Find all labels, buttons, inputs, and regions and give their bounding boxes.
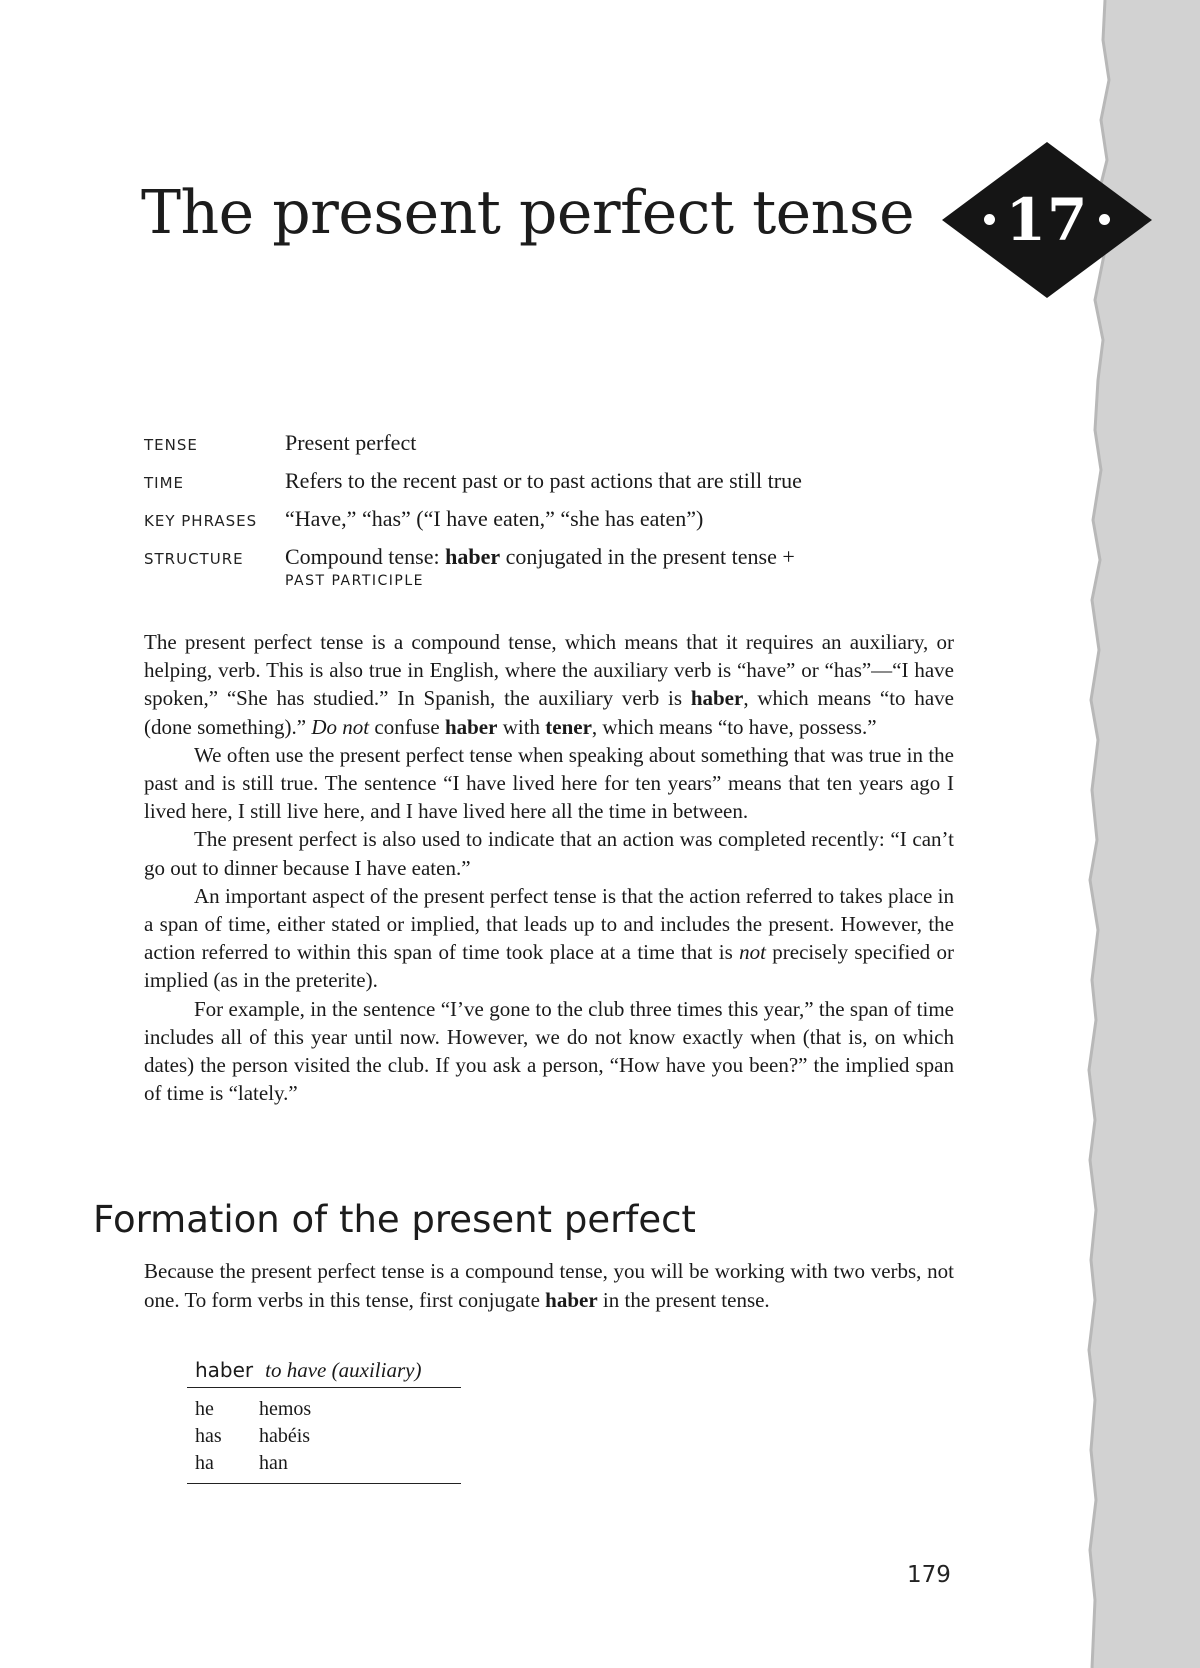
text-run: Because the present perfect tense is a compound tense, you will be working with two verbs, not one. To form verbs in this tense, first conjugate xyxy=(144,1259,954,1312)
singular-form: ha xyxy=(195,1452,214,1474)
summary-label: STRUCTURE xyxy=(144,550,244,568)
chapter-number: 17 xyxy=(1005,186,1089,254)
summary-row-tense xyxy=(144,430,944,456)
summary-row-structure xyxy=(144,544,944,592)
structure-text: Compound tense: xyxy=(285,544,446,569)
structure-past-participle: PAST PARTICIPLE xyxy=(285,573,425,589)
summary-value xyxy=(285,544,795,592)
conjugation-gloss: to have (auxiliary) xyxy=(265,1358,422,1382)
chapter-title: The present perfect tense xyxy=(141,178,915,248)
bold-term: haber xyxy=(545,1287,598,1312)
text-run: precisely specified or implied (as in the preterite). xyxy=(144,940,954,993)
paragraph xyxy=(144,628,954,741)
summary-row-time xyxy=(144,468,944,494)
text-run: , which means “to have (done something).” xyxy=(144,686,954,739)
text-run: , which means “to have, possess.” xyxy=(591,714,877,739)
summary-value: “Have,” “has” (“I have eaten,” “she has eaten”) xyxy=(285,506,704,531)
singular-form: he xyxy=(195,1398,214,1420)
singular-form: has xyxy=(195,1425,222,1447)
text-run: The present perfect tense is a compound tense, which means that it requires an auxiliary, or helping, verb. This is also true in English, where the auxiliary verb is “have” or “has”—“I have spoken,” “She has studied.” In Spanish, the auxiliary verb is xyxy=(144,630,954,711)
structure-verb: haber xyxy=(445,544,501,569)
conjugation-row xyxy=(195,1396,461,1423)
body-text xyxy=(144,628,954,1107)
conjugation-verb: haber xyxy=(195,1358,254,1382)
summary-row-key-phrases xyxy=(144,506,944,532)
paragraph: For example, in the sentence “I’ve gone to the club three times this year,” the span of time includes all of this year until now. However, we do not know exactly when (that is, on which dates) the person visited the club. If you ask a person, “How have you been?” the implied span of time is “lately.” xyxy=(144,996,954,1106)
plural-form: habéis xyxy=(259,1425,311,1447)
section-intro xyxy=(144,1257,954,1314)
paragraph: We often use the present perfect tense when speaking about something that was true in the past and is still true. The sentence “I have lived here for ten years” means that ten years ago I lived here, I still live here, and I have lived here all the time in between. xyxy=(144,742,954,824)
text-run: An important aspect of the present perfect tense is that the action referred to takes place in a span of time, either stated or implied, that leads up to and includes the present. However, the action referred to within this span of time took place at a time that is xyxy=(144,883,954,965)
page-number: 179 xyxy=(907,1562,951,1588)
summary-label: TENSE xyxy=(144,436,198,454)
italic-term: Do not xyxy=(311,714,370,739)
conjugation-row xyxy=(195,1450,461,1477)
bold-term: tener xyxy=(545,714,592,739)
paragraph xyxy=(144,1257,954,1314)
tense-summary xyxy=(144,430,944,604)
summary-value: Present perfect xyxy=(285,430,417,455)
chapter-number-badge xyxy=(942,142,1152,298)
conjugation-table xyxy=(187,1358,461,1484)
section-heading: Formation of the present perfect xyxy=(93,1198,696,1241)
structure-text: conjugated in the present tense + xyxy=(500,544,795,569)
plural-form: han xyxy=(259,1452,288,1474)
italic-term: not xyxy=(739,940,766,965)
summary-label: KEY PHRASES xyxy=(144,512,258,530)
summary-value: Refers to the recent past or to past actions that are still true xyxy=(285,468,802,493)
text-run: in the present tense. xyxy=(597,1287,770,1312)
plural-form: hemos xyxy=(259,1398,312,1420)
bold-term: haber xyxy=(690,686,744,711)
conjugation-body xyxy=(187,1388,461,1484)
paragraph xyxy=(144,882,954,995)
conjugation-row xyxy=(195,1423,461,1450)
conjugation-header xyxy=(187,1358,461,1388)
bold-term: haber xyxy=(444,714,498,739)
text-run: confuse xyxy=(369,714,445,739)
paragraph: The present perfect is also used to indicate that an action was completed recently: “I can’t go out to dinner because I have eaten.” xyxy=(144,827,954,880)
summary-label: TIME xyxy=(144,474,185,492)
text-run: with xyxy=(497,714,546,739)
